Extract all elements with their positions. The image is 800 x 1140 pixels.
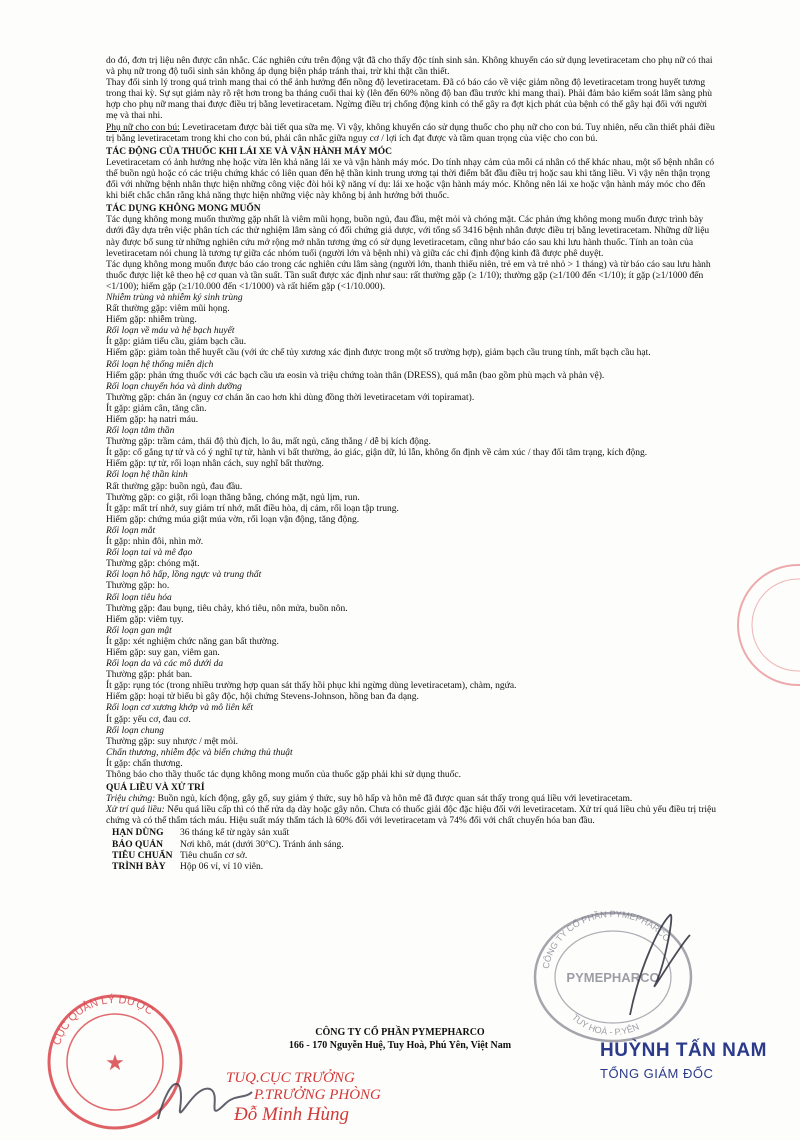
info-label: TIÊU CHUẨN xyxy=(112,850,173,861)
approval-line-2: P.TRƯỞNG PHÒNG xyxy=(254,1087,381,1103)
paragraph-text: Levetiracetam được bài tiết qua sữa mẹ. Vì vậy, không khuyến cáo sử dụng thuốc cho phụ nữ cho con bú. Tuy nhiên, nếu cần thiết phải điều trị bằng levetiracetam trong khi cho con bú, phải cân nhắc giữa nguy cơ / lợi ích đạt được và tầm quan trọng của việc cho con bú. xyxy=(106,122,715,144)
paragraph-text: Ít gặp: cố gắng tự tử và có ý nghĩ tự tử, hành vi bất thường, ảo giác, giận dữ, lú lẫn, không ổn định về cảm xúc / thay đổi tâm trạng, kích động. xyxy=(106,448,648,459)
approval-signature-icon xyxy=(150,1064,260,1134)
paragraph xyxy=(106,482,718,493)
section-heading xyxy=(106,783,718,794)
subsection-title xyxy=(106,726,718,737)
paragraph-text: TÁC DỤNG KHÔNG MONG MUỐN xyxy=(106,204,261,215)
subsection-title xyxy=(106,748,718,759)
subsection-title xyxy=(106,470,718,481)
subsection-title xyxy=(106,326,718,337)
paragraph-text: Rối loạn da và các mô dưới da xyxy=(106,659,224,670)
paragraph xyxy=(106,770,718,781)
paragraph-text: Thường gặp: phát ban. xyxy=(106,670,193,681)
paragraph xyxy=(106,56,718,78)
info-label: HẠN DÙNG xyxy=(112,828,164,839)
paragraph-text: Thường gặp: ho. xyxy=(106,581,170,592)
paragraph-text: Thường gặp: chóng mặt. xyxy=(106,559,200,570)
subsection-title xyxy=(106,382,718,393)
paragraph-text: Tác dụng không mong muốn được báo cáo trong các nghiên cứu lâm sàng (người lớn, thanh thiếu niên, trẻ em và trẻ nhỏ > 1 tháng) và từ báo cáo sau lưu hành thuốc được liệt kê theo hệ cơ quan và tần suất. Tần suất được xác định như sau: rất thường gặp (≥ 1/10); thường gặp (≥1/100 đến <1/10); ít gặp (≥1/1000 đến <1/100); hiếm gặp (≥1/10.000 đến <1/1000) và rất hiếm gặp (<1/10.000). xyxy=(106,259,711,292)
paragraph-text: Thường gặp: suy nhược / mệt mỏi. xyxy=(106,736,238,747)
paragraph-text: Rối loạn hệ thần kinh xyxy=(106,470,188,481)
paragraph-text: Nhiễm trùng và nhiễm ký sinh trùng xyxy=(106,292,243,303)
info-value: Hộp 06 vỉ, vỉ 10 viên. xyxy=(180,861,264,872)
paragraph-text: Ít gặp: mất trí nhớ, suy giảm trí nhớ, mất điều hòa, dị cảm, rối loạn tập trung. xyxy=(106,503,399,514)
paragraph-text: Rối loạn tai và mê đạo xyxy=(106,548,193,559)
paragraph xyxy=(106,437,718,448)
subsection-title xyxy=(106,293,718,304)
paragraph xyxy=(106,158,718,202)
paragraph xyxy=(106,459,718,470)
info-row xyxy=(106,851,718,862)
paragraph xyxy=(106,559,718,570)
paragraph-text: Rất thường gặp: viêm mũi họng. xyxy=(106,304,230,315)
paragraph-text: Buồn ngủ, kích động, gây gổ, suy giảm ý thức, suy hô hấp và hôn mê đã được quan sát thấy trong quá liều với levetiracetam. xyxy=(155,794,633,805)
edge-stamp-icon xyxy=(728,560,800,690)
paragraph-text: Hiếm gặp: nhiễm trùng. xyxy=(106,315,197,326)
svg-text:PYMEPHARCO: PYMEPHARCO xyxy=(566,970,660,985)
svg-text:CỤC QUẢN LÝ DƯỢC: CỤC QUẢN LÝ DƯỢC xyxy=(51,993,156,1047)
paragraph xyxy=(106,371,718,382)
paragraph-text: Ít gặp: chấn thương. xyxy=(106,758,183,769)
paragraph xyxy=(106,504,718,515)
info-value: Nơi khô, mát (dưới 30°C). Tránh ánh sáng. xyxy=(180,839,344,850)
paragraph xyxy=(106,448,718,459)
subsection-title xyxy=(106,548,718,559)
paragraph-text: Thường gặp: chán ăn (nguy cơ chán ăn cao hơn khi dùng đồng thời levetiracetam với topiramat). xyxy=(106,392,475,403)
paragraph-text: Hiếm gặp: chứng múa giật múa vờn, rối loạn vận động, tăng động. xyxy=(106,514,360,525)
paragraph xyxy=(106,670,718,681)
director-title: TỔNG GIÁM ĐỐC xyxy=(600,1066,714,1081)
paragraph-text: Rối loạn chung xyxy=(106,725,165,736)
section-heading xyxy=(106,204,718,215)
paragraph-text: Hiếm gặp: hạ natri máu. xyxy=(106,415,199,425)
subsection-title xyxy=(106,703,718,714)
paragraph-text: Hiếm gặp: hoại tử biểu bì gây độc, hội chứng Stevens-Johnson, hồng ban đa dạng. xyxy=(106,692,419,703)
paragraph xyxy=(106,348,718,359)
paragraph-text: Thường gặp: đau bụng, tiêu chảy, khó tiêu, nôn mửa, buồn nôn. xyxy=(106,603,348,614)
paragraph xyxy=(106,604,718,615)
paragraph-text: Hiếm gặp: phản ứng thuốc với các bạch cầu ưa eosin và triệu chứng toàn thân (DRESS), quá mẫn (bao gồm phù mạch và phản vệ). xyxy=(106,370,605,381)
paragraph-text: QUÁ LIỀU VÀ XỬ TRÍ xyxy=(106,783,205,794)
paragraph xyxy=(106,215,718,259)
paragraph xyxy=(106,260,718,293)
paragraph-text: Ít gặp: xét nghiệm chức năng gan bất thường. xyxy=(106,636,279,647)
paragraph-text: Rối loạn chuyển hóa và dinh dưỡng xyxy=(106,381,242,392)
paragraph-lead: Triệu chứng: xyxy=(106,794,156,805)
paragraph xyxy=(106,681,718,692)
paragraph xyxy=(106,415,718,426)
paragraph-lead: Phụ nữ cho con bú: xyxy=(106,122,180,133)
paragraph xyxy=(106,715,718,726)
director-name: HUỲNH TẤN NAM xyxy=(600,1040,767,1061)
paragraph xyxy=(106,794,718,805)
paragraph-text: Thông báo cho thầy thuốc tác dụng không mong muốn của thuốc gặp phải khi sử dụng thuốc. xyxy=(106,770,462,780)
paragraph-text: Thay đổi sinh lý trong quá trình mang thai có thể ảnh hưởng đến nồng độ levetiracetam. Đã có báo cáo về việc giảm nồng độ levetiracetam trong huyết tương trong thai kỳ. Sự sụt giảm này rõ rệt hơn trong ba tháng cuối thai kỳ (lên đến 60% nồng độ ban đầu trước khi mang thai). Phải đảm bảo kiểm soát lâm sàng phù hợp cho phụ nữ mang thai được điều trị bằng levetiracetam. Ngừng điều trị chống động kinh có thể gây ra đợt kịch phát của bệnh có thể gây hại đối với người mẹ và thai nhi. xyxy=(106,78,713,122)
paragraph xyxy=(106,404,718,415)
info-label: BẢO QUẢN xyxy=(112,839,163,850)
paragraph xyxy=(106,648,718,659)
leaflet-content xyxy=(106,56,718,873)
paragraph xyxy=(106,493,718,504)
approval-line-1: TUQ.CỤC TRƯỞNG xyxy=(226,1070,355,1086)
paragraph xyxy=(106,759,718,770)
paragraph xyxy=(106,692,718,703)
info-row xyxy=(106,840,718,851)
subsection-title xyxy=(106,426,718,437)
info-row xyxy=(106,862,718,873)
paragraph xyxy=(106,315,718,326)
info-value: Tiêu chuẩn cơ sở. xyxy=(180,850,248,861)
svg-text:CÔNG TY CỔ PHẦN PYMEPHARCO: CÔNG TY CỔ PHẦN PYMEPHARCO xyxy=(540,908,673,970)
paragraph xyxy=(106,581,718,592)
paragraph-text: Rối loạn hệ thống miễn dịch xyxy=(106,359,214,370)
director-signature-icon xyxy=(610,905,710,1025)
director-block xyxy=(600,1040,767,1081)
paragraph-text: Rối loạn mắt xyxy=(106,525,156,536)
paragraph-text: Rối loạn cơ xương khớp và mô liên kết xyxy=(106,703,254,714)
paragraph-text: Ít gặp: giảm tiểu cầu, giảm bạch cầu. xyxy=(106,337,247,348)
subsection-title xyxy=(106,570,718,581)
paragraph xyxy=(106,123,718,145)
paragraph-text: Nếu quá liều cấp thì có thể rửa dạ dày hoặc gây nôn. Chưa có thuốc giải độc đặc hiệu đối với levetiracetam. Xử trí quá liều chủ yếu điều trị triệu chứng và có thể thẩm tách máu. Hiệu suất máy thẩm tách là 60% đối với levetiracetam và 74% đối với chất chuyển hóa ban đầu. xyxy=(106,805,716,827)
company-name: CÔNG TY CỔ PHẦN PYMEPHARCO xyxy=(315,1027,485,1038)
paragraph-text: Rối loạn hô hấp, lồng ngực và trung thất xyxy=(106,570,262,581)
paragraph-text: Rối loạn về máu và hệ bạch huyết xyxy=(106,326,235,337)
paragraph xyxy=(106,615,718,626)
paragraph xyxy=(106,78,718,122)
subsection-title xyxy=(106,526,718,537)
section-heading xyxy=(106,147,718,158)
paragraph xyxy=(106,637,718,648)
info-label: TRÌNH BÀY xyxy=(112,861,166,872)
paragraph xyxy=(106,393,718,404)
paragraph-text: Thường gặp: trầm cảm, thái độ thù địch, lo âu, mất ngủ, căng thẳng / dễ bị kích động. xyxy=(106,437,431,448)
subsection-title xyxy=(106,593,718,604)
paragraph-text: TÁC ĐỘNG CỦA THUỐC KHI LÁI XE VÀ VẬN HÀNH MÁY MÓC xyxy=(106,146,392,157)
paragraph-text: Levetiracetam có ảnh hưởng nhẹ hoặc vừa lên khả năng lái xe và vận hành máy móc. Do tính nhạy cảm của mỗi cá nhân có thể khác nhau, một số bệnh nhân có thể buồn ngủ hoặc có các triệu chứng khác có liên quan đến hệ thần kinh trung ương tại thời điểm bắt đầu điều trị hoặc sau khi tăng liều. Vì vậy nên thận trọng đối với những bệnh nhân thực hiện những công việc đòi hỏi kỹ năng ví dụ: lái xe hoặc vận hành máy móc. Không nên lái xe hoặc vận hành máy móc cho đến khi biết chắc chắn rằng khả năng thực hiện những việc này không bị ảnh hưởng bởi thuốc. xyxy=(106,157,715,202)
subsection-title xyxy=(106,626,718,637)
paragraph xyxy=(106,337,718,348)
paragraph-text: Hiếm gặp: suy gan, viêm gan. xyxy=(106,647,220,658)
svg-text:TUY HOÀ - P.YÊN: TUY HOÀ - P.YÊN xyxy=(570,1012,641,1038)
product-info-table xyxy=(106,828,718,872)
paragraph-text: Tác dụng không mong muốn thường gặp nhất là viêm mũi họng, buồn ngủ, đau đầu, mệt mỏi và chóng mặt. Các phản ứng không mong muốn được trình bày dưới đây dựa trên việc phân tích các thử nghiệm lâm sàng có đối chứng giả dược, với tổng số 3416 bệnh nhân được điều trị bằng levetiracetam. Những dữ liệu này được bổ sung từ những nghiên cứu mở rộng mở nhãn tương ứng có sử dụng levetiracetam, cũng như báo cáo sau khi lưu hành thuốc. Tính an toàn của levetiracetam nói chung là tương tự giữa các nhóm tuổi (người lớn và bệnh nhi) và giữa các chỉ định động kinh đã được phê duyệt. xyxy=(106,215,710,259)
paragraph xyxy=(106,805,718,827)
paragraph-text: Hiếm gặp: giảm toàn thể huyết cầu (với ức chế tủy xương xác định được trong một số trường hợp), giảm bạch cầu trung tính, mất bạch cầu hạt. xyxy=(106,348,651,359)
paragraph-text: Rối loạn tiêu hóa xyxy=(106,592,172,603)
svg-text:★: ★ xyxy=(105,1050,125,1075)
paragraph-text: Rối loạn gan mật xyxy=(106,625,172,636)
paragraph-text: Ít gặp: giảm cân, tăng cân. xyxy=(106,403,207,414)
paragraph-text: Chấn thương, nhiễm độc và biến chứng thủ thuật xyxy=(106,747,293,758)
paragraph-text: Rối loạn tâm thần xyxy=(106,426,175,437)
paragraph xyxy=(106,537,718,548)
paragraph-text: do đó, đơn trị liệu nên được cân nhắc. Các nghiên cứu trên động vật đã cho thấy độc tính sinh sản. Không khuyến cáo sử dụng levetiracetam cho phụ nữ có thai và phụ nữ trong độ tuổi sinh sản không áp dụng biện pháp tránh thai, trừ khi thật cần thiết. xyxy=(106,56,713,78)
paragraph-text: Ít gặp: nhìn đôi, nhìn mờ. xyxy=(106,537,204,548)
paragraph xyxy=(106,737,718,748)
paragraph-lead: Xử trí quá liều: xyxy=(106,805,165,816)
info-row xyxy=(106,828,718,839)
paragraph-text: Ít gặp: yếu cơ, đau cơ. xyxy=(106,714,191,725)
company-address: 166 - 170 Nguyễn Huệ, Tuy Hoà, Phú Yên, Việt Nam xyxy=(288,1040,512,1051)
paragraph xyxy=(106,304,718,315)
info-value: 36 tháng kể từ ngày sản xuất xyxy=(180,828,290,839)
paragraph xyxy=(106,515,718,526)
subsection-title xyxy=(106,360,718,371)
paragraph-text: Thường gặp: co giật, rối loạn thăng bằng, chóng mặt, ngủ lịm, run. xyxy=(106,492,360,503)
paragraph-text: Ít gặp: rụng tóc (trong nhiều trường hợp quan sát thấy hồi phục khi ngừng dùng levetiracetam), chàm, ngứa. xyxy=(106,681,517,692)
paragraph-text: Hiếm gặp: viêm tụy. xyxy=(106,614,184,625)
approval-signer-name: Đỗ Minh Hùng xyxy=(234,1104,350,1125)
paragraph-text: Rất thường gặp: buồn ngủ, đau đầu. xyxy=(106,481,243,492)
subsection-title xyxy=(106,659,718,670)
paragraph-text: Hiếm gặp: tự tử, rối loạn nhân cách, suy nghĩ bất thường. xyxy=(106,459,324,470)
